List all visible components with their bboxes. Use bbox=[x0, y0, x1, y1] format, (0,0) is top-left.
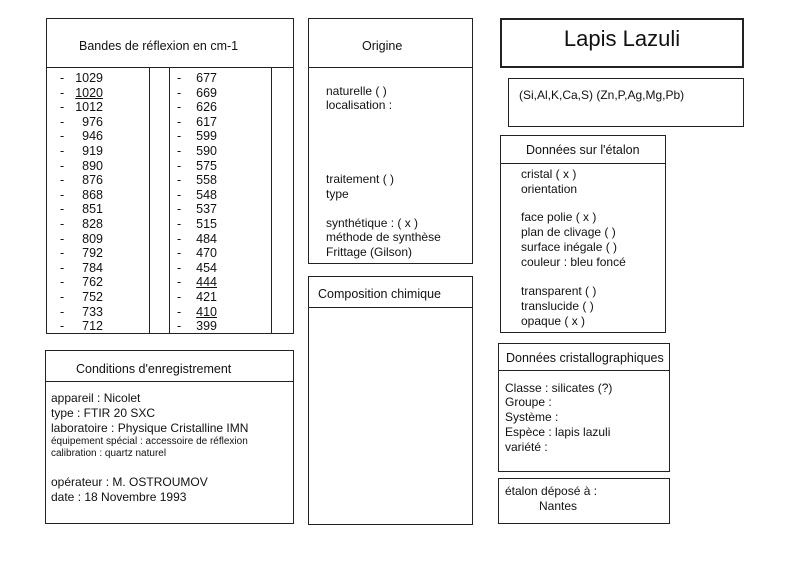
band-dash: - bbox=[60, 187, 65, 202]
origine-methode: méthode de synthèse bbox=[326, 230, 441, 244]
bands-title: Bandes de réflexion en cm-1 bbox=[79, 39, 239, 53]
bands-header bbox=[47, 19, 293, 68]
band-dash: - bbox=[177, 158, 182, 173]
origine-header bbox=[309, 19, 472, 68]
conditions-appareil: appareil : Nicolet bbox=[51, 391, 141, 405]
band-value: 792 bbox=[82, 246, 103, 261]
band-value: 399 bbox=[196, 319, 217, 334]
band-value: 868 bbox=[82, 187, 103, 202]
cristallo-espece: Espèce : lapis lazuli bbox=[505, 425, 611, 439]
band-value: 809 bbox=[82, 231, 103, 246]
band-dash: - bbox=[177, 290, 182, 304]
band-dash: - bbox=[60, 158, 65, 173]
conditions-type: type : FTIR 20 SXC bbox=[51, 406, 156, 420]
band-value: 976 bbox=[82, 114, 103, 129]
conditions-laboratoire: laboratoire : Physique Cristalline IMN bbox=[51, 421, 249, 435]
formula-box bbox=[508, 78, 744, 127]
band-dash: - bbox=[177, 217, 182, 231]
origine-naturelle: naturelle ( ) bbox=[326, 84, 387, 98]
band-value: 410 bbox=[196, 304, 217, 319]
band-value: 558 bbox=[196, 173, 217, 188]
origine-traitement: traitement ( ) bbox=[326, 172, 395, 186]
cristallo-groupe: Groupe : bbox=[505, 395, 552, 409]
band-value: 876 bbox=[82, 173, 103, 188]
band-value: 515 bbox=[196, 217, 217, 231]
etalon-face-polie: face polie ( x ) bbox=[521, 210, 597, 224]
mineral-name-box bbox=[500, 18, 744, 68]
band-dash: - bbox=[60, 260, 65, 275]
bands-divider-2 bbox=[169, 67, 170, 333]
band-dash: - bbox=[177, 129, 182, 144]
bands-divider-3 bbox=[271, 67, 272, 333]
conditions-calibration: calibration : quartz naturel bbox=[51, 448, 167, 459]
etalon-orientation: orientation bbox=[521, 182, 578, 196]
conditions-date: date : 18 Novembre 1993 bbox=[51, 490, 187, 504]
composition-panel bbox=[308, 276, 473, 525]
band-value: 752 bbox=[82, 290, 103, 304]
composition-title: Composition chimique bbox=[318, 287, 441, 301]
band-dash: - bbox=[177, 275, 182, 290]
origine-synthetique: synthétique : ( x ) bbox=[326, 216, 419, 230]
band-dash: - bbox=[60, 71, 65, 85]
band-dash: - bbox=[60, 114, 65, 129]
band-value: 828 bbox=[82, 217, 103, 231]
band-value: 733 bbox=[82, 304, 103, 319]
etalon-couleur: couleur : bleu foncé bbox=[521, 255, 626, 269]
band-dash: - bbox=[177, 100, 182, 115]
etalon-cristal: cristal ( x ) bbox=[521, 167, 577, 181]
band-value: 890 bbox=[82, 158, 103, 173]
band-dash: - bbox=[177, 231, 182, 246]
band-value: 444 bbox=[196, 275, 217, 290]
origine-frittage: Frittage (Gilson) bbox=[326, 245, 413, 259]
band-dash: - bbox=[60, 173, 65, 188]
etalon-panel bbox=[500, 135, 666, 333]
mineral-formula: (Si,Al,K,Ca,S) (Zn,P,Ag,Mg,Pb) bbox=[519, 88, 685, 102]
bands-divider-1 bbox=[149, 67, 150, 333]
band-dash: - bbox=[177, 202, 182, 217]
bands-panel bbox=[46, 18, 294, 334]
band-value: 548 bbox=[196, 187, 217, 202]
origine-localisation: localisation : bbox=[326, 98, 393, 112]
band-value: 575 bbox=[196, 158, 217, 173]
band-dash: - bbox=[60, 319, 65, 334]
origine-title: Origine bbox=[362, 39, 403, 53]
band-dash: - bbox=[60, 202, 65, 217]
band-value: 784 bbox=[82, 260, 103, 275]
conditions-header bbox=[46, 351, 293, 382]
band-dash: - bbox=[177, 71, 182, 85]
etalon-title: Données sur l'étalon bbox=[526, 143, 640, 157]
origine-panel bbox=[308, 18, 473, 264]
conditions-operateur: opérateur : M. OSTROUMOV bbox=[51, 475, 208, 489]
band-value: 669 bbox=[196, 85, 217, 100]
band-dash: - bbox=[60, 246, 65, 261]
band-value: 1029 bbox=[75, 71, 103, 85]
band-value: 1020 bbox=[75, 85, 103, 100]
depot-panel bbox=[498, 478, 670, 524]
band-value: 919 bbox=[82, 144, 103, 158]
cristallo-panel bbox=[498, 343, 670, 472]
conditions-title: Conditions d'enregistrement bbox=[76, 362, 232, 376]
origine-type: type bbox=[326, 187, 349, 201]
etalon-opaque: opaque ( x ) bbox=[521, 314, 586, 328]
band-value: 762 bbox=[82, 275, 103, 290]
depot-label: étalon déposé à : bbox=[505, 484, 598, 498]
cristallo-title: Données cristallographiques bbox=[506, 351, 664, 365]
band-dash: - bbox=[177, 260, 182, 275]
band-value: 484 bbox=[196, 231, 217, 246]
band-value: 537 bbox=[196, 202, 217, 217]
band-dash: - bbox=[177, 114, 182, 129]
composition-header bbox=[309, 277, 472, 308]
band-dash: - bbox=[60, 100, 65, 115]
cristallo-header bbox=[499, 344, 669, 371]
band-dash: - bbox=[60, 144, 65, 158]
depot-lieu: Nantes bbox=[539, 499, 578, 513]
etalon-header bbox=[501, 136, 665, 164]
band-dash: - bbox=[60, 275, 65, 290]
band-value: 470 bbox=[196, 246, 217, 261]
band-dash: - bbox=[60, 217, 65, 231]
cristallo-systeme: Système : bbox=[505, 410, 559, 424]
band-dash: - bbox=[60, 231, 65, 246]
band-value: 712 bbox=[82, 319, 103, 334]
band-dash: - bbox=[177, 304, 182, 319]
band-dash: - bbox=[60, 290, 65, 304]
etalon-plan-clivage: plan de clivage ( ) bbox=[521, 225, 616, 239]
band-dash: - bbox=[177, 144, 182, 158]
band-dash: - bbox=[177, 319, 182, 334]
cristallo-variete: variété : bbox=[505, 440, 548, 454]
band-dash: - bbox=[60, 129, 65, 144]
band-value: 599 bbox=[196, 129, 217, 144]
band-value: 626 bbox=[196, 100, 217, 115]
band-dash: - bbox=[177, 85, 182, 100]
band-value: 421 bbox=[196, 290, 217, 304]
etalon-surface-inegale: surface inégale ( ) bbox=[521, 240, 618, 254]
band-dash: - bbox=[177, 187, 182, 202]
etalon-translucide: translucide ( ) bbox=[521, 299, 594, 313]
etalon-transparent: transparent ( ) bbox=[521, 284, 597, 298]
band-value: 946 bbox=[82, 129, 103, 144]
cristallo-classe: Classe : silicates (?) bbox=[505, 381, 613, 395]
band-value: 677 bbox=[196, 71, 217, 85]
band-value: 617 bbox=[196, 114, 217, 129]
band-value: 590 bbox=[196, 144, 217, 158]
band-value: 851 bbox=[82, 202, 103, 217]
mineral-name: Lapis Lazuli bbox=[563, 26, 681, 51]
band-dash: - bbox=[177, 173, 182, 188]
band-value: 1012 bbox=[75, 100, 103, 115]
conditions-panel bbox=[45, 350, 294, 524]
conditions-equipement: équipement spécial : accessoire de réflexion bbox=[51, 436, 248, 447]
band-value: 454 bbox=[196, 260, 217, 275]
band-dash: - bbox=[60, 85, 65, 100]
band-dash: - bbox=[60, 304, 65, 319]
band-dash: - bbox=[177, 246, 182, 261]
